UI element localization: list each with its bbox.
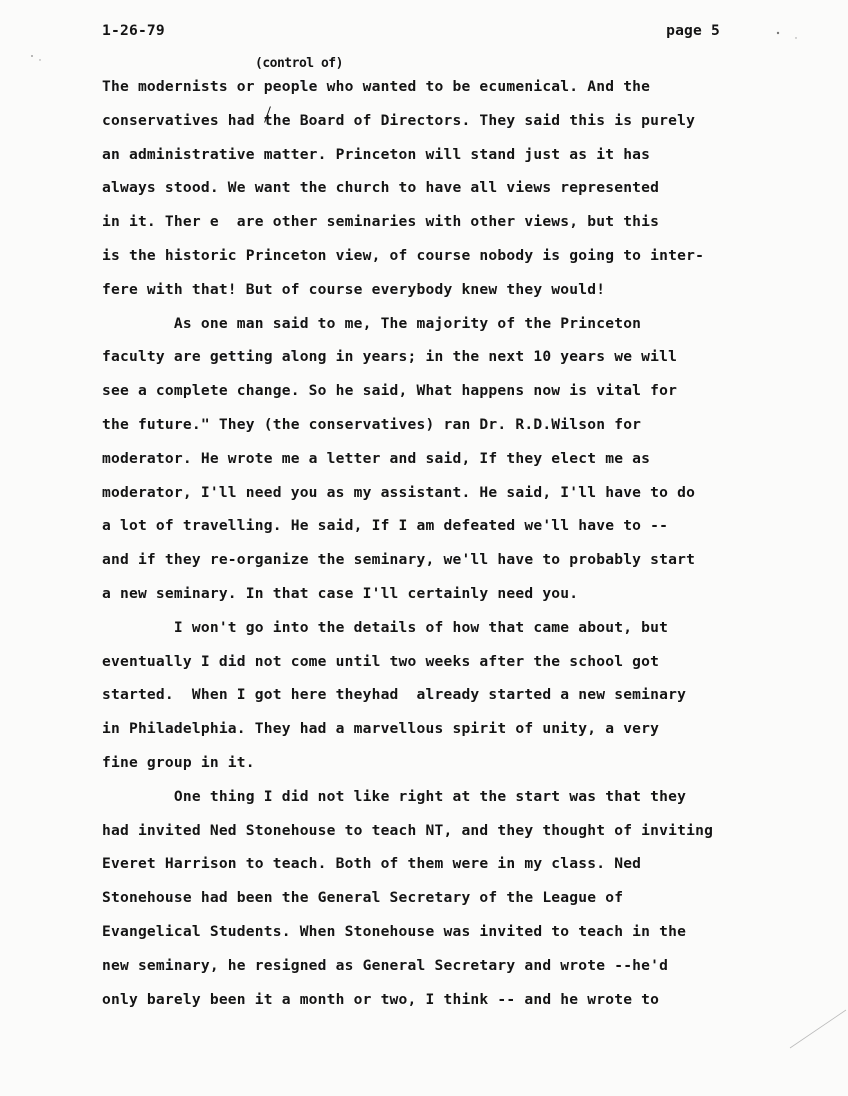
handwritten-insertion: (control of) xyxy=(255,56,343,71)
text-line: in Philadelphia. They had a marvellous spirit of unity, a very xyxy=(102,720,660,738)
text-line: a lot of travelling. He said, If I am defeated we'll have to -- xyxy=(102,517,669,535)
text-line: in it. Ther e are other seminaries with other views, but this xyxy=(102,213,660,231)
text-line: fine group in it. xyxy=(102,753,255,771)
paragraph-4 xyxy=(102,780,822,1017)
text-line: As one man said to me, The majority of the Princeton xyxy=(102,314,642,332)
paragraph-3 xyxy=(102,611,822,780)
text-line: started. When I got here theyhad already started a new seminary xyxy=(102,686,687,704)
text-line: a new seminary. In that case I'll certainly need you. xyxy=(102,584,579,602)
text-line: and if they re-organize the seminary, we'll have to probably start xyxy=(102,551,696,569)
text-line: moderator, I'll need you as my assistant. He said, I'll have to do xyxy=(102,483,696,501)
page-header xyxy=(102,22,720,39)
text-line: is the historic Princeton view, of course nobody is going to inter- xyxy=(102,246,705,264)
text-line: an administrative matter. Princeton will stand just as it has xyxy=(102,145,651,163)
text-line: see a complete change. So he said, What happens now is vital for xyxy=(102,382,678,400)
paragraph-1 xyxy=(102,70,822,307)
document-body xyxy=(102,70,822,1016)
text-line: faculty are getting along in years; in the next 10 years we will xyxy=(102,348,678,366)
text-line: Stonehouse had been the General Secretary of the League of xyxy=(102,889,624,907)
text-line: only barely been it a month or two, I think -- and he wrote to xyxy=(102,990,660,1008)
text-line: I won't go into the details of how that came about, but xyxy=(102,618,669,636)
text-line: fere with that! But of course everybody knew they would! xyxy=(102,280,606,298)
text-line: the future." They (the conservatives) ran Dr. R.D.Wilson for xyxy=(102,415,642,433)
text-line: eventually I did not come until two weeks after the school got xyxy=(102,652,660,670)
text-line: Everet Harrison to teach. Both of them were in my class. Ned xyxy=(102,855,642,873)
text-line: The modernists or people who wanted to be ecumenical. And the xyxy=(102,78,651,95)
text-line: moderator. He wrote me a letter and said, If they elect me as xyxy=(102,449,651,467)
paragraph-2 xyxy=(102,307,822,611)
text-line: conservatives had the Board of Directors. They said this is purely xyxy=(102,111,696,129)
text-line: had invited Ned Stonehouse to teach NT, and they thought of inviting xyxy=(102,821,714,839)
text-line: Evangelical Students. When Stonehouse was invited to teach in the xyxy=(102,922,687,940)
date: 1-26-79 xyxy=(102,22,165,39)
page-number: page 5 xyxy=(666,22,720,39)
text-line: new seminary, he resigned as General Secretary and wrote --he'd xyxy=(102,956,669,974)
text-line: always stood. We want the church to have all views represented xyxy=(102,179,660,197)
text-line: One thing I did not like right at the start was that they xyxy=(102,787,687,805)
